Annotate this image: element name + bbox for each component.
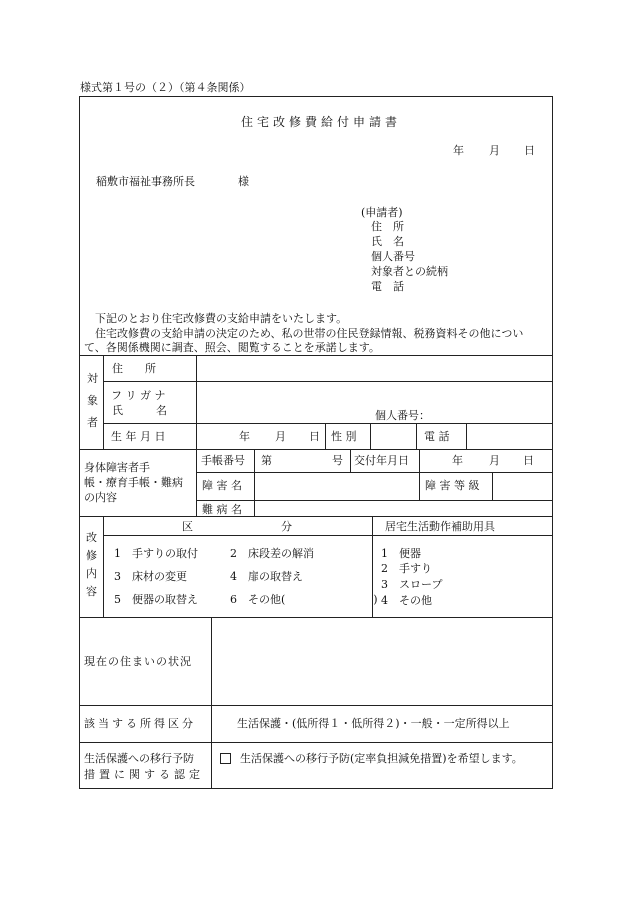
rule-subject-name [103, 423, 553, 424]
rule-renovation-label-col [103, 516, 104, 617]
applicant-heading: (申請者) [361, 206, 403, 219]
rule-bottom-label-col [211, 617, 212, 789]
rule-income-top [79, 705, 553, 706]
subject-label-1: 対 [87, 372, 98, 385]
rule-disability-top [79, 449, 553, 450]
disability-label-3: の内容 [84, 491, 117, 504]
rule-grade-left [419, 472, 420, 501]
issue-day-label: 日 [523, 454, 534, 467]
rule-phone-right [466, 423, 467, 449]
rule-book-row [196, 472, 553, 473]
renovation-item: 3 床材の変更 [114, 570, 187, 583]
renovation-label-1: 改 [86, 531, 97, 544]
book-number-suffix: 号 [332, 454, 343, 467]
date-day-label: 日 [524, 144, 535, 157]
form-number: 様式第１号の（２）（第４条関係） [80, 81, 251, 94]
subject-label-3: 者 [87, 416, 98, 429]
renovation-item: 6 その他( ) [230, 593, 378, 606]
income-category: 生活保護・(低所得１・低所得２)・一般・一定所得以上 [237, 717, 510, 730]
statement-2a: 住宅改修費の支給申請の決定のため、私の世帯の住民登録情報、税務資料その他につい [95, 327, 524, 340]
subject-label-2: 象 [87, 394, 98, 407]
applicant-address-label: 住 所 [371, 220, 404, 233]
rule-welfare-top [79, 742, 553, 743]
addressee: 稲敷市福祉事務所長 [96, 175, 195, 188]
subject-sex-label: 性 別 [331, 430, 357, 443]
income-label: 該当する所得区分 [84, 717, 196, 730]
rule-sex-right [370, 423, 371, 449]
form-title: 住宅改修費給付申請書 [241, 115, 402, 129]
renovation-label-2: 修 [86, 549, 97, 562]
disability-label-2: 帳・療育手帳・難病 [84, 476, 183, 489]
rule-grade-right [492, 472, 493, 501]
division-header: 区 分 [182, 520, 292, 533]
issue-month-label: 月 [489, 454, 500, 467]
welfare-label-2: 措置に関する認定 [84, 768, 204, 781]
birth-year-label: 年 [239, 430, 250, 443]
frame-top [79, 96, 553, 97]
aid-item: 4 その他 [381, 594, 432, 607]
subject-phone-label: 電 話 [424, 430, 450, 443]
applicant-name-label: 氏 名 [371, 235, 404, 248]
welfare-checkbox[interactable] [220, 753, 231, 764]
frame-right [552, 96, 553, 789]
birth-month-label: 月 [275, 430, 286, 443]
rule-sex-left [325, 423, 326, 449]
rule-renovation-header [103, 535, 553, 536]
disability-label-1: 身体障害者手 [84, 461, 150, 474]
aids-header: 居宅生活動作補助用具 [385, 520, 495, 533]
aid-item: 2 手すり [381, 562, 432, 575]
date-year-label: 年 [453, 144, 464, 157]
date-month-label: 月 [489, 144, 500, 157]
applicant-id-label: 個人番号 [371, 250, 415, 263]
welfare-label-1: 生活保護への移行予防 [84, 752, 194, 765]
book-number-label: 手帳番号 [201, 454, 245, 467]
disease-name-label: 難 病 名 [202, 503, 242, 516]
rule-subject-top [79, 355, 553, 356]
renovation-label-4: 容 [86, 585, 97, 598]
renovation-item: 5 便器の取替え [114, 593, 198, 606]
rule-subject-address [103, 381, 553, 382]
rule-issue-left [350, 449, 351, 473]
frame-left [79, 96, 80, 789]
rule-renovation-top [79, 516, 553, 517]
rule-disability-field-col [254, 449, 255, 516]
birth-day-label: 日 [309, 430, 320, 443]
aid-item: 1 便器 [381, 547, 421, 560]
rule-phone-left [416, 423, 417, 449]
renovation-item: 2 床段差の解消 [230, 547, 314, 560]
subject-id-number-label: 個人番号： [375, 409, 430, 422]
applicant-phone-label: 電 話 [371, 280, 404, 293]
rule-subject-label-col [103, 355, 104, 449]
subject-name-label: 氏 名 [112, 404, 167, 417]
current-home-label: 現在の住まいの状況 [84, 655, 192, 668]
rule-issue-right [419, 449, 420, 473]
rule-disability-label-col [196, 449, 197, 516]
issue-year-label: 年 [452, 454, 463, 467]
renovation-label-3: 内 [86, 567, 97, 580]
subject-furigana-label: フ リ ガ ナ [111, 389, 166, 402]
subject-address-label: 住 所 [112, 362, 156, 375]
statement-2b: て、各関係機関に調査、照会、閲覧することを承諾します。 [84, 341, 380, 354]
rule-subject-field-col [196, 355, 197, 449]
addressee-suffix: 様 [238, 175, 249, 188]
issue-date-label: 交付年月日 [354, 454, 409, 467]
aid-item: 3 スロープ [381, 578, 443, 591]
welfare-checkbox-text: 生活保護への移行予防(定率負担減免措置)を希望します。 [240, 752, 523, 765]
renovation-item: 1 手すりの取付 [114, 547, 198, 560]
subject-birth-label: 生 年 月 日 [111, 430, 166, 443]
disability-name-label: 障 害 名 [202, 479, 242, 492]
disability-grade-label: 障 害 等 級 [425, 479, 480, 492]
rule-disability-name-row [196, 500, 553, 501]
frame-bottom [79, 788, 553, 789]
renovation-item: 4 扉の取替え [230, 570, 303, 583]
applicant-relation-label: 対象者との続柄 [371, 265, 448, 278]
rule-current-home-top [79, 617, 553, 618]
book-number-prefix: 第 [261, 454, 272, 467]
statement-1: 下記のとおり住宅改修費の支給申請をいたします。 [95, 312, 348, 325]
